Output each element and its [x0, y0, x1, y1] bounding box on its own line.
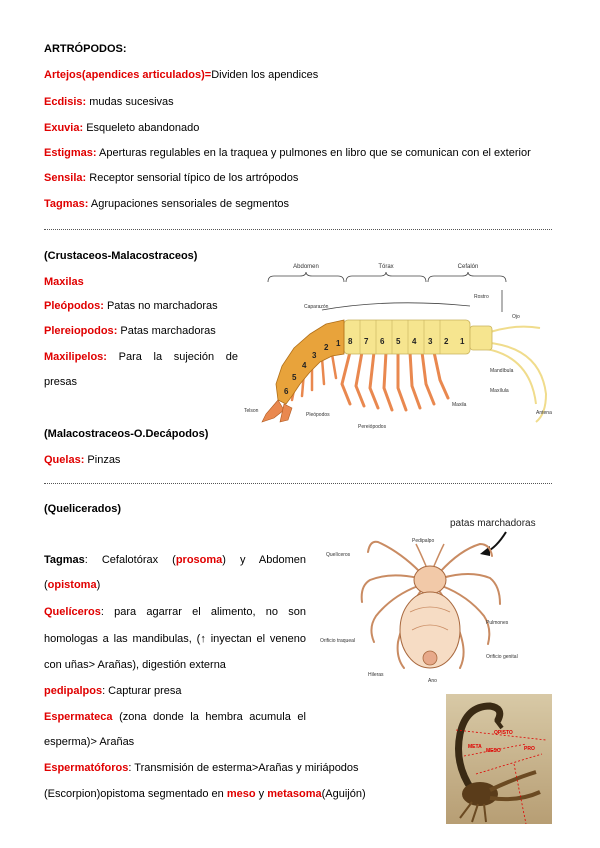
item-escorpion: [44, 787, 366, 801]
term: Pleópodos: [44, 300, 101, 312]
definition-estigmas: [44, 146, 531, 160]
definition-sensila: [44, 171, 298, 185]
label-maxilula: Maxílula: [490, 388, 509, 394]
term: Tagmas: [44, 554, 85, 566]
item-tagmas-continuation: [44, 578, 100, 592]
label-orificio-genital: Orificio genital: [486, 654, 518, 660]
label-telson: Telson: [244, 408, 259, 414]
abdomen-number: 6: [284, 387, 289, 396]
definition-artejos: [44, 68, 318, 82]
label-hileras: Hileras: [368, 672, 384, 678]
term-metasoma: metasoma: [267, 788, 322, 800]
text-part: y: [255, 788, 268, 800]
abdomen-number: 4: [302, 361, 307, 370]
crustacean-diagram: [240, 254, 560, 430]
term: Espermatóforos: [44, 762, 129, 774]
thorax-number: 3: [428, 337, 433, 346]
item-maxilas: [44, 275, 84, 289]
text-part: : Capturar presa: [102, 685, 182, 697]
abdomen-number: 5: [292, 373, 297, 382]
term-meso: meso: [226, 788, 256, 800]
thorax-number: 2: [444, 337, 449, 346]
abdomen-number: 2: [324, 343, 329, 352]
text-part: (Aguijón): [321, 788, 366, 800]
separator: :: [113, 325, 118, 337]
separator: :: [82, 172, 87, 184]
definition-text: mudas sucesivas: [86, 96, 174, 108]
term: Quelíceros: [44, 606, 101, 618]
label-caparazon: Caparazón: [304, 304, 329, 310]
term: Plereiopodos: [44, 325, 114, 337]
item-queliceros-line2: homologas a las mandibulas, (↑ inyectan el veneno: [44, 633, 306, 645]
abdomen-number: 1: [336, 339, 341, 348]
item-maxilipelos: [44, 350, 238, 364]
item-quelas: [44, 453, 120, 467]
term: pedipalpos: [44, 685, 103, 697]
label-patas-marchadoras: patas marchadoras: [450, 518, 536, 529]
thorax-number: 8: [348, 337, 353, 346]
abdomen-number: 3: [312, 351, 317, 360]
label-torax: Tórax: [378, 264, 394, 270]
term: Maxilipelos: [44, 351, 104, 363]
definition-exuvia: [44, 121, 199, 135]
separator: :: [79, 122, 84, 134]
item-pleopodos: [44, 299, 218, 313]
label-mandibula: Mandíbula: [490, 368, 514, 374]
term: Tagmas: [44, 198, 85, 210]
label-pleopodos: Pleópodos: [306, 412, 330, 418]
section-heading-crustaceos: (Crustaceos-Malacostraceos): [44, 250, 198, 262]
label-opisto: OPISTO: [494, 730, 513, 736]
text-part: (: [44, 579, 48, 591]
term-prosoma: prosoma: [175, 554, 223, 566]
item-text: Para la sujeción de: [106, 351, 238, 363]
item-text: Patas marchadoras: [117, 325, 216, 337]
separator: :: [103, 351, 107, 363]
text-part: ): [96, 579, 101, 591]
item-pedipalpos: [44, 684, 182, 698]
term: Estigmas: [44, 147, 93, 159]
label-pedipalpo: Pedipalpo: [412, 538, 435, 544]
label-maxila: Maxila: [452, 402, 467, 408]
label-orificio-traqueal: Orificio traqueal: [320, 638, 356, 644]
item-espermateca-continuation: esperma)> Arañas: [44, 736, 135, 748]
section-divider: [44, 229, 552, 230]
text-part: (Escorpion)opistoma segmentado en: [44, 788, 227, 800]
separator: :: [92, 147, 97, 159]
thorax-number: 5: [396, 337, 401, 346]
label-pro: PRO: [524, 746, 535, 752]
item-queliceros: [44, 605, 306, 619]
label-ano: Ano: [428, 678, 437, 684]
text-part: : Transmisión de esterma>Arañas y miriápodos: [128, 762, 359, 774]
label-ojo: Ojo: [512, 314, 520, 320]
separator: =: [204, 69, 212, 81]
label-meta: META: [468, 744, 482, 750]
section-heading-quelicerados: (Quelicerados): [44, 503, 122, 515]
term: Exuvia: [44, 122, 80, 134]
separator: :: [80, 454, 85, 466]
item-tagmas: [44, 553, 306, 567]
label-rostro: Rostro: [474, 294, 489, 300]
text-part: ) y Abdomen: [222, 554, 306, 566]
definition-tagmas: [44, 197, 289, 211]
definition-text: Agrupaciones sensoriales de segmentos: [88, 198, 290, 210]
item-plereiopodos: [44, 324, 216, 338]
label-abdomen: Abdomen: [293, 264, 319, 270]
thorax-number: 1: [460, 337, 465, 346]
label-antena: Antena: [536, 410, 552, 416]
thorax-number: 7: [364, 337, 369, 346]
section-divider: [44, 483, 552, 484]
term: Artejos(apendices articulados): [44, 69, 205, 81]
item-text: Patas no marchadoras: [103, 300, 218, 312]
label-queliceros: Quelíceros: [326, 552, 351, 558]
item-maxilipelos-continuation: presas: [44, 376, 78, 388]
page-title: ARTRÓPODOS:: [44, 43, 127, 55]
scorpion-photo: [446, 694, 552, 824]
section-heading-decapodos: (Malacostraceos-O.Decápodos): [44, 428, 209, 440]
text-part: : Cefalotórax (: [84, 554, 176, 566]
separator: :: [82, 96, 87, 108]
item-espermatoforos: [44, 761, 359, 775]
definition-text: Esqueleto abandonado: [83, 122, 200, 134]
item-espermateca: [44, 710, 306, 724]
label-cefalon: Cefalón: [457, 264, 479, 270]
term: Sensila: [44, 172, 83, 184]
term: Espermateca: [44, 711, 113, 723]
term: Quelas: [44, 454, 81, 466]
definition-ecdisis: [44, 95, 174, 109]
term: Maxilas: [44, 276, 84, 288]
definition-text: Dividen los apendices: [211, 69, 319, 81]
thorax-number: 4: [412, 337, 417, 346]
item-queliceros-line3: con uñas> Arañas), digestión externa: [44, 659, 226, 671]
term: Ecdisis: [44, 96, 83, 108]
spider-diagram: [320, 512, 560, 688]
thorax-number: 6: [380, 337, 385, 346]
separator: :: [84, 198, 89, 210]
label-meso: MESO: [486, 748, 501, 754]
label-pulmones: Pulmones: [486, 620, 509, 626]
text-part: (zona donde la hembra acumula el: [112, 711, 306, 723]
separator: :: [100, 300, 104, 312]
item-text: Pinzas: [84, 454, 121, 466]
term-opistoma: opistoma: [47, 579, 97, 591]
definition-text: Aperturas regulables en la traquea y pulmones en libro que se comunican con el exterior: [96, 147, 531, 159]
definition-text: Receptor sensorial típico de los artrópodos: [86, 172, 299, 184]
text-part: : para agarrar el alimento, no son: [100, 606, 306, 618]
label-pereiopodos: Pereiópodos: [358, 424, 387, 430]
